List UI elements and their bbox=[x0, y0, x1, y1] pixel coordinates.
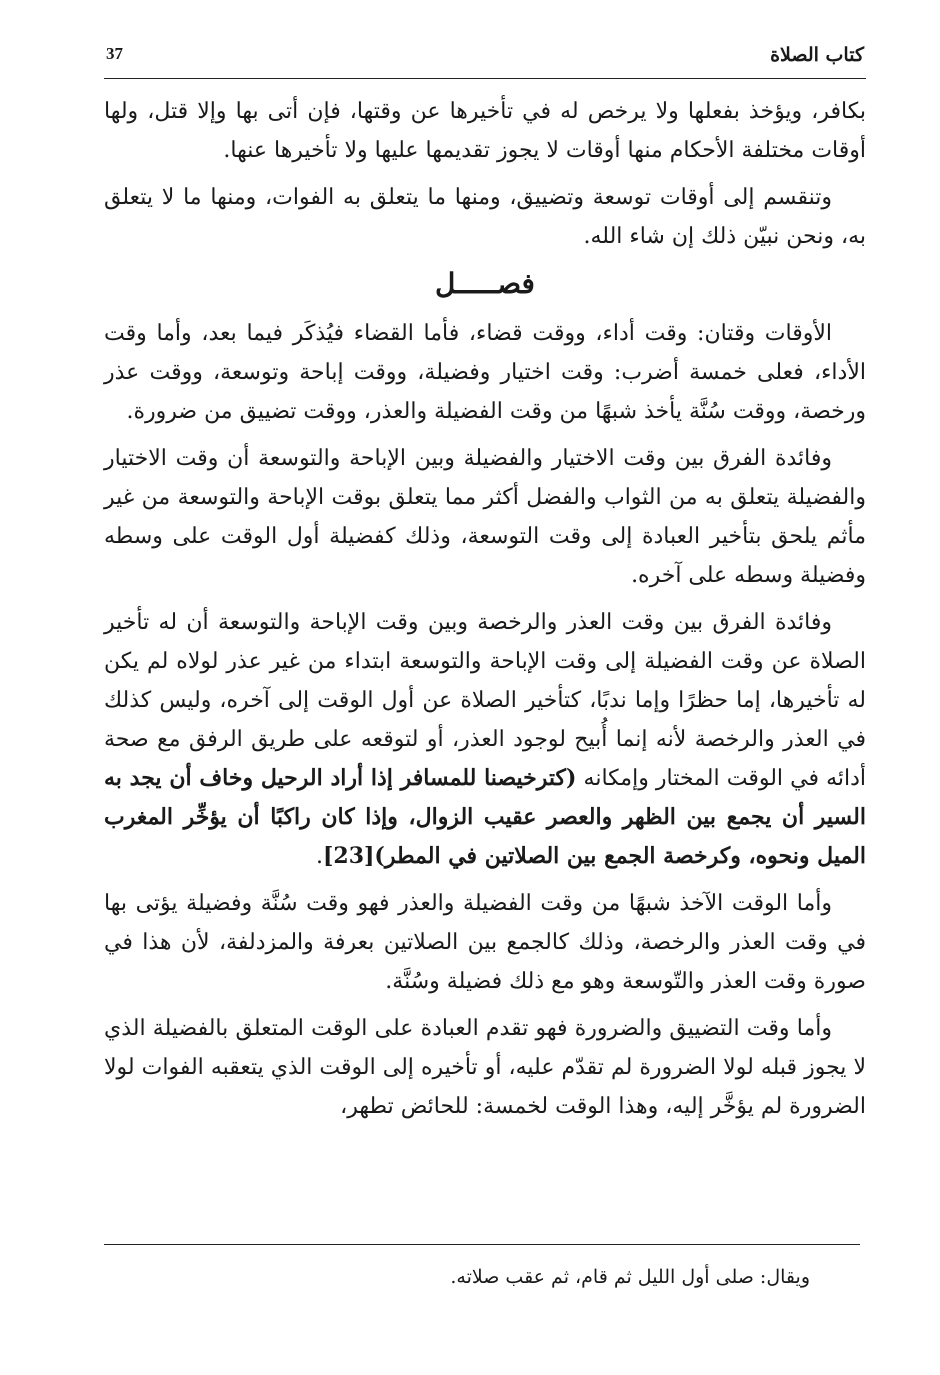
paragraph-4: وفائدة الفرق بين وقت الاختيار والفضيلة وبين الإباحة والتوسعة أن وقت الاختيار والفضيلة يتعلق به من الثواب والفضل أكثر مما يتعلق بوقت الإباحة والتوسعة من غير مأثم يلحق بتأخير العبادة إلى وقت التوسعة، وذلك كفضيلة أول الوقت على وسطه وفضيلة وسطه على آخره. bbox=[104, 446, 866, 588]
paragraph-5-end: . bbox=[315, 844, 323, 869]
paragraph-2: وتنقسم إلى أوقات توسعة وتضييق، ومنها ما يتعلق به الفوات، ومنها ما لا يتعلق به، ونحن نبيّن ذلك إن شاء الله. bbox=[104, 185, 866, 249]
paragraph-6: وأما الوقت الآخذ شبهًا من وقت الفضيلة والعذر فهو وقت سُنَّة وفضيلة يؤتى بها في وقت العذر والرخصة، وذلك كالجمع بين الصلاتين بعرفة والمزدلفة، لأن هذا في صورة وقت العذر والتّوسعة وهو مع ذلك فضيلة وسُنَّة. bbox=[104, 891, 866, 994]
paragraph-5-quoted-bold: (كترخيصنا للمسافر إذا أراد الرحيل وخاف أن يجد به السير أن يجمع بين الظهر والعصر عقيب الزوال، وإذا كان راكبًا أن يؤخِّر المغرب الميل ونحوه، وكرخصة الجمع بين الصلاتين في المطر)[23] bbox=[104, 765, 866, 869]
main-text bbox=[104, 92, 866, 1134]
footnote: ويقال: صلى أول الليل ثم قام، ثم عقب صلاته. bbox=[450, 1266, 810, 1288]
paragraph-3: الأوقات وقتان: وقت أداء، ووقت قضاء، فأما القضاء فيُذكَر فيما بعد، وأما وقت الأداء، فعلى خمسة أضرب: وقت اختيار وفضيلة، ووقت إباحة وتوسعة، ووقت عذر ورخصة، ووقت سُنَّة يأخذ شبهًا من وقت الفضيلة والعذر، ووقت تضييق من ضرورة. bbox=[104, 321, 866, 424]
header-rule bbox=[104, 78, 866, 79]
paragraph-5-text: وفائدة الفرق بين وقت العذر والرخصة وبين وقت الإباحة والتوسعة أن له تأخير الصلاة عن وقت الفضيلة إلى وقت الإباحة والتوسعة ابتداء من غير عذر لولاه لم يكن له تأخيرها، إما حظرًا وإما ندبًا، كتأخير الصلاة عن أول الوقت إلى آخره، وليس كذلك في العذر والرخصة لأنه إنما أُبيح لوجود العذر، أو لتوقعه على طريق الرفق مع صحة أدائه في الوقت المختار وإمكانه bbox=[104, 610, 867, 791]
paragraph-5 bbox=[104, 603, 866, 876]
footnote-rule bbox=[104, 1244, 860, 1245]
page-number: 37 bbox=[106, 44, 123, 63]
section-heading: فصـــــل bbox=[435, 267, 535, 300]
paragraph-7: وأما وقت التضييق والضرورة فهو تقدم العبادة على الوقت المتعلق بالفضيلة الذي لا يجوز قبله لولا الضرورة لم تقدّم عليه، أو تأخيره إلى الوقت الذي يتعقبه الفوات لولا الضرورة لم يؤخَّر إليه، وهذا الوقت لخمسة: للحائض تطهر، bbox=[104, 1016, 866, 1119]
running-title: كتاب الصلاة bbox=[770, 44, 864, 66]
paragraph-1: بكافر، ويؤخذ بفعلها ولا يرخص له في تأخيرها عن وقتها، فإن أتى بها وإلا قتل، ولها أوقات مختلفة الأحكام منها أوقات لا يجوز تقديمها عليها ولا تأخيرها عنها. bbox=[104, 99, 866, 163]
